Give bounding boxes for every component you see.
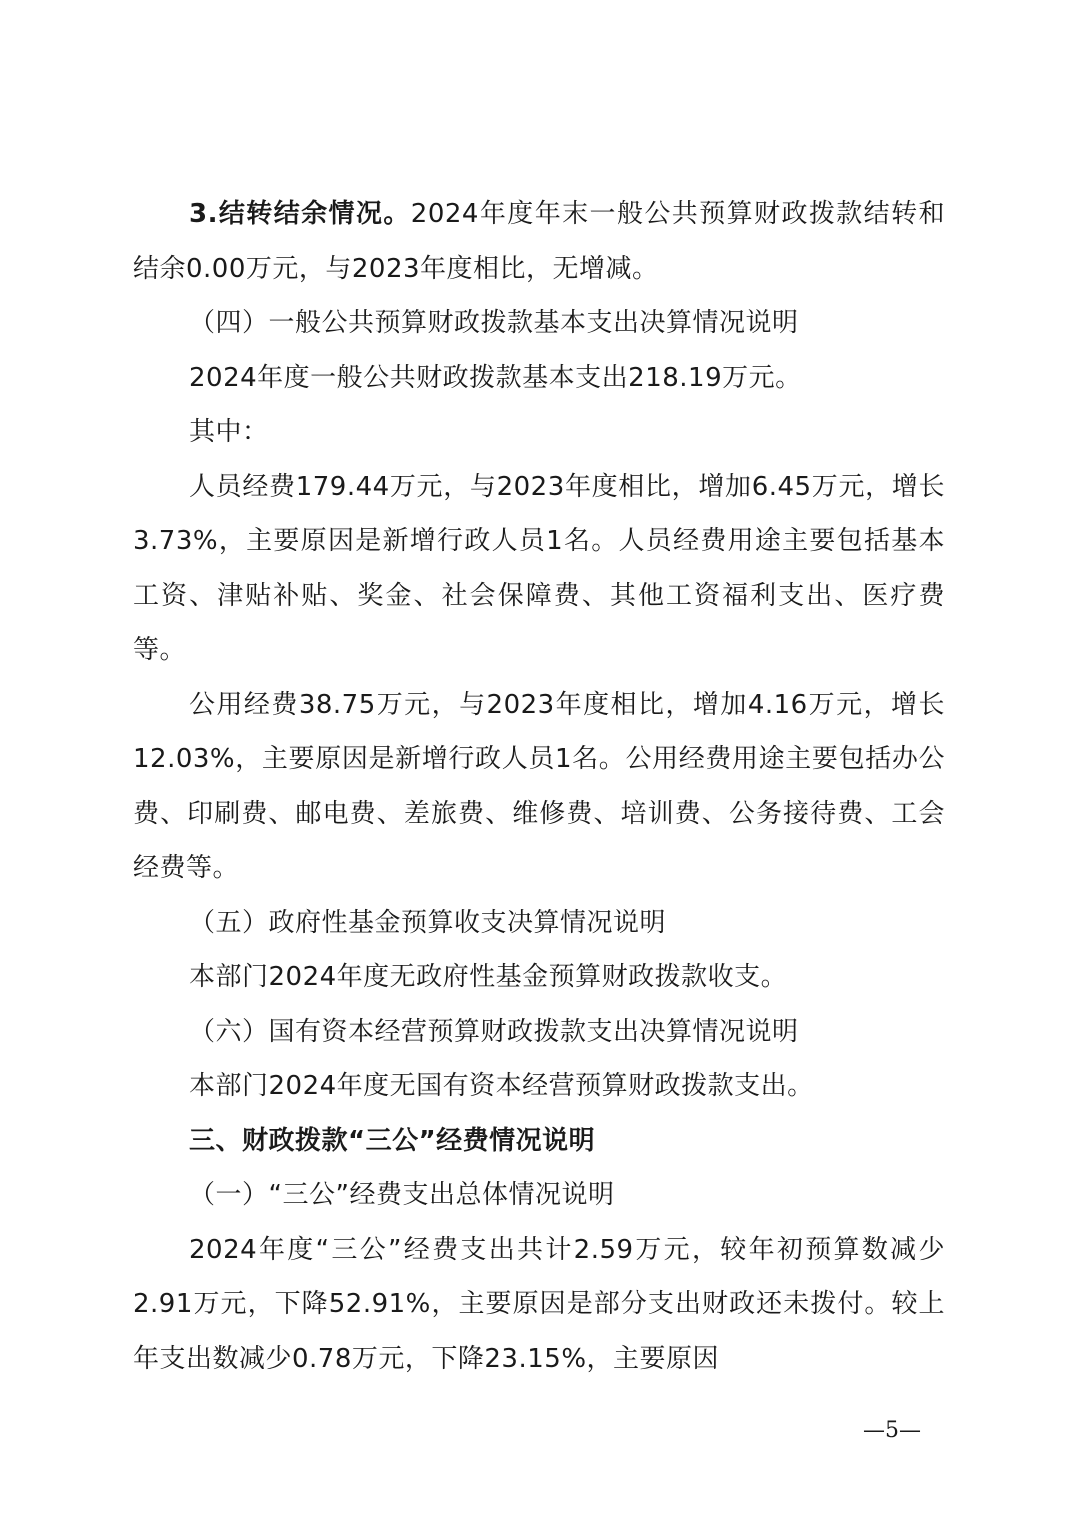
paragraph-three-public-overall: 2024年度“三公”经费支出共计2.59万元，较年初预算数减少2.91万元，下降52.91%，主要原因是部分支出财政还未拨付。较上年支出数减少0.78万元，下降23.15%，主要原因	[133, 1234, 945, 1374]
paragraph-carryover	[133, 187, 945, 296]
subsection-heading-three-public-overall: （一）“三公”经费支出总体情况说明	[189, 1180, 615, 1210]
section-heading-basic-expenditure: （四）一般公共预算财政拨款基本支出决算情况说明	[189, 308, 799, 338]
carryover-text: 2024年度年末一般公共预算财政拨款结转和结余0.00万元，与2023年度相比，无增减。	[133, 199, 946, 284]
paragraph-government-fund: 本部门2024年度无政府性基金预算财政拨款收支。	[189, 962, 788, 992]
paragraph-basic-expenditure-total: 2024年度一般公共财政拨款基本支出218.19万元。	[189, 362, 802, 393]
section-heading-state-capital: （六）国有资本经营预算财政拨款支出决算情况说明	[189, 1016, 799, 1047]
section-heading-government-fund: （五）政府性基金预算收支决算情况说明	[189, 907, 667, 938]
paragraph-among-which: 其中：	[189, 417, 269, 447]
page-number: —5—	[863, 1418, 921, 1443]
section-heading-three-public: 三、财政拨款“三公”经费情况说明	[189, 1125, 596, 1156]
carryover-heading: 3.结转结余情况。	[189, 199, 411, 229]
paragraph-state-capital: 本部门2024年度无国有资本经营预算财政拨款支出。	[189, 1071, 814, 1101]
paragraph-public-costs: 公用经费38.75万元，与2023年度相比，增加4.16万元，增长12.03%，主要原因是新增行政人员1名。公用经费用途主要包括办公费、印刷费、邮电费、差旅费、维修费、培训费、公务接待费、工会经费等。	[133, 689, 945, 883]
paragraph-personnel-costs: 人员经费179.44万元，与2023年度相比，增加6.45万元，增长3.73%，主要原因是新增行政人员1名。人员经费用途主要包括基本工资、津贴补贴、奖金、社会保障费、其他工资福利支出、医疗费等。	[133, 471, 945, 665]
document-body	[133, 187, 945, 1386]
